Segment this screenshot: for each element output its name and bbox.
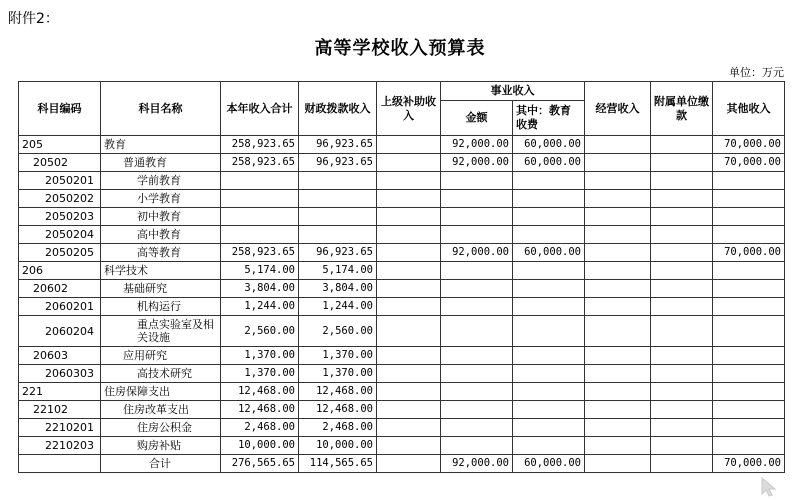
cell-affiliated: [651, 455, 713, 473]
cell-operating: [585, 383, 651, 401]
page-title: 高等学校收入预算表: [314, 38, 486, 59]
cell-fiscal: 96,923.65: [299, 136, 377, 154]
cell-affiliated: [651, 401, 713, 419]
cell-total: 3,804.00: [221, 280, 299, 298]
cell-other: [713, 208, 785, 226]
cell-career-amount: [441, 298, 513, 316]
cell-name: 住房保障支出: [101, 383, 221, 401]
header-name: 科目名称: [101, 82, 221, 136]
cell-operating: [585, 136, 651, 154]
cell-superior: [377, 136, 441, 154]
cell-operating: [585, 365, 651, 383]
cell-total: [221, 172, 299, 190]
cell-operating: [585, 208, 651, 226]
cell-name: 高技术研究: [101, 365, 221, 383]
cell-total: [221, 208, 299, 226]
header-career-group: 事业收入: [441, 82, 585, 101]
cell-total: 258,923.65: [221, 136, 299, 154]
cell-name: 高中教育: [101, 226, 221, 244]
cell-other: 70,000.00: [713, 244, 785, 262]
cell-superior: [377, 172, 441, 190]
cell-career-amount: [441, 226, 513, 244]
cell-code: 20602: [19, 280, 101, 298]
cell-code: 2050201: [19, 172, 101, 190]
cell-affiliated: [651, 383, 713, 401]
table-row: [19, 262, 785, 280]
cell-other: [713, 190, 785, 208]
cell-operating: [585, 316, 651, 347]
cell-name: 普通教育: [101, 154, 221, 172]
cell-career-tuition: [513, 172, 585, 190]
cell-other: 70,000.00: [713, 154, 785, 172]
cell-superior: [377, 316, 441, 347]
cell-operating: [585, 190, 651, 208]
cell-other: [713, 316, 785, 347]
cell-affiliated: [651, 244, 713, 262]
table-row: [19, 347, 785, 365]
cell-career-tuition: 60,000.00: [513, 136, 585, 154]
cell-fiscal: 12,468.00: [299, 401, 377, 419]
table-row: [19, 280, 785, 298]
cell-career-amount: [441, 365, 513, 383]
table-body: [19, 136, 785, 473]
cell-career-tuition: [513, 280, 585, 298]
cell-career-amount: 92,000.00: [441, 154, 513, 172]
cell-superior: [377, 365, 441, 383]
cell-operating: [585, 226, 651, 244]
cell-code: 2060303: [19, 365, 101, 383]
cell-affiliated: [651, 226, 713, 244]
cell-fiscal: 3,804.00: [299, 280, 377, 298]
cell-affiliated: [651, 172, 713, 190]
cell-career-amount: [441, 280, 513, 298]
cell-superior: [377, 437, 441, 455]
table-row: [19, 419, 785, 437]
header-other: 其他收入: [713, 82, 785, 136]
cell-superior: [377, 383, 441, 401]
cell-name: 学前教育: [101, 172, 221, 190]
header-operating: 经营收入: [585, 82, 651, 136]
cell-affiliated: [651, 262, 713, 280]
cell-name: 高等教育: [101, 244, 221, 262]
cell-superior: [377, 401, 441, 419]
header-affiliated: 附属单位缴款: [651, 82, 713, 136]
cell-total: [221, 226, 299, 244]
cell-career-tuition: [513, 437, 585, 455]
cell-fiscal: 10,000.00: [299, 437, 377, 455]
cell-code: 20502: [19, 154, 101, 172]
cell-name: 重点实验室及相关设施: [101, 316, 221, 347]
cell-total: 1,370.00: [221, 365, 299, 383]
cell-total: 10,000.00: [221, 437, 299, 455]
cell-code: 2050202: [19, 190, 101, 208]
cell-fiscal: 114,565.65: [299, 455, 377, 473]
cell-affiliated: [651, 437, 713, 455]
cell-other: [713, 262, 785, 280]
cell-code: 2210203: [19, 437, 101, 455]
cell-career-amount: 92,000.00: [441, 136, 513, 154]
cell-name: 住房改革支出: [101, 401, 221, 419]
cell-career-tuition: [513, 298, 585, 316]
cell-superior: [377, 455, 441, 473]
table-row: [19, 298, 785, 316]
cell-code: 2050205: [19, 244, 101, 262]
cell-operating: [585, 244, 651, 262]
cell-total: 276,565.65: [221, 455, 299, 473]
cell-name: 科学技术: [101, 262, 221, 280]
cell-code: 22102: [19, 401, 101, 419]
cell-fiscal: [299, 208, 377, 226]
table-row: [19, 154, 785, 172]
cell-fiscal: 12,468.00: [299, 383, 377, 401]
cursor-icon: [758, 476, 780, 498]
cell-total: 5,174.00: [221, 262, 299, 280]
cell-name: 初中教育: [101, 208, 221, 226]
cell-career-amount: [441, 190, 513, 208]
cell-fiscal: [299, 190, 377, 208]
cell-fiscal: 96,923.65: [299, 154, 377, 172]
table-row: [19, 208, 785, 226]
cell-operating: [585, 298, 651, 316]
cell-name: 应用研究: [101, 347, 221, 365]
cell-career-amount: [441, 347, 513, 365]
cell-total: 2,468.00: [221, 419, 299, 437]
cell-total: 258,923.65: [221, 154, 299, 172]
cell-other: [713, 280, 785, 298]
cell-fiscal: 2,468.00: [299, 419, 377, 437]
cell-code: 2050203: [19, 208, 101, 226]
cell-total: 12,468.00: [221, 383, 299, 401]
cell-fiscal: 1,244.00: [299, 298, 377, 316]
cell-code: 2210201: [19, 419, 101, 437]
cell-superior: [377, 280, 441, 298]
cell-operating: [585, 455, 651, 473]
cell-operating: [585, 154, 651, 172]
table-row: [19, 316, 785, 347]
cell-career-tuition: 60,000.00: [513, 455, 585, 473]
cell-affiliated: [651, 419, 713, 437]
cell-superior: [377, 298, 441, 316]
cell-other: [713, 298, 785, 316]
cell-fiscal: 5,174.00: [299, 262, 377, 280]
table-row: [19, 136, 785, 154]
cell-code: 20603: [19, 347, 101, 365]
cell-total: 1,370.00: [221, 347, 299, 365]
cell-career-amount: 92,000.00: [441, 455, 513, 473]
cell-affiliated: [651, 298, 713, 316]
header-career-amount: 金额: [441, 101, 513, 136]
cell-career-amount: [441, 316, 513, 347]
cell-career-tuition: [513, 419, 585, 437]
cell-career-tuition: [513, 383, 585, 401]
cell-name: 购房补贴: [101, 437, 221, 455]
cell-other: [713, 365, 785, 383]
cell-career-tuition: [513, 208, 585, 226]
cell-affiliated: [651, 365, 713, 383]
cell-career-tuition: [513, 347, 585, 365]
header-code: 科目编码: [19, 82, 101, 136]
cell-code: 2060201: [19, 298, 101, 316]
header-career-tuition: 其中：教育收费: [513, 101, 585, 136]
cell-code: 2050204: [19, 226, 101, 244]
cell-operating: [585, 437, 651, 455]
table-row: [19, 190, 785, 208]
cell-affiliated: [651, 136, 713, 154]
cell-other: [713, 419, 785, 437]
cell-career-tuition: [513, 262, 585, 280]
table-row: [19, 383, 785, 401]
cell-affiliated: [651, 208, 713, 226]
table-row: [19, 244, 785, 262]
cell-affiliated: [651, 154, 713, 172]
cell-total: 1,244.00: [221, 298, 299, 316]
cell-operating: [585, 262, 651, 280]
cell-career-tuition: [513, 190, 585, 208]
cell-name: 机构运行: [101, 298, 221, 316]
cell-code: [19, 455, 101, 473]
cell-career-amount: [441, 419, 513, 437]
cell-career-tuition: 60,000.00: [513, 154, 585, 172]
cell-code: 221: [19, 383, 101, 401]
cell-total: 2,560.00: [221, 316, 299, 347]
table-row: [19, 226, 785, 244]
cell-superior: [377, 244, 441, 262]
cell-career-tuition: 60,000.00: [513, 244, 585, 262]
cell-career-amount: [441, 401, 513, 419]
cell-fiscal: 1,370.00: [299, 347, 377, 365]
cell-superior: [377, 154, 441, 172]
cell-name: 小学教育: [101, 190, 221, 208]
cell-other: 70,000.00: [713, 455, 785, 473]
cell-other: [713, 347, 785, 365]
cell-career-tuition: [513, 365, 585, 383]
cell-operating: [585, 172, 651, 190]
attachment-label: 附件2：: [8, 11, 59, 27]
table-row: [19, 437, 785, 455]
header-fiscal: 财政拨款收入: [299, 82, 377, 136]
cell-fiscal: 1,370.00: [299, 365, 377, 383]
cell-affiliated: [651, 280, 713, 298]
cell-superior: [377, 208, 441, 226]
table-row: [19, 401, 785, 419]
cell-other: [713, 383, 785, 401]
cell-code: 2060204: [19, 316, 101, 347]
budget-table: [18, 81, 785, 473]
table-row: [19, 455, 785, 473]
header-total: 本年收入合计: [221, 82, 299, 136]
cell-fiscal: 96,923.65: [299, 244, 377, 262]
cell-affiliated: [651, 347, 713, 365]
cell-career-amount: [441, 383, 513, 401]
header-superior: 上级补助收入: [377, 82, 441, 136]
cell-total: 258,923.65: [221, 244, 299, 262]
cell-fiscal: 2,560.00: [299, 316, 377, 347]
cell-other: [713, 226, 785, 244]
table-row: [19, 365, 785, 383]
cell-career-tuition: [513, 401, 585, 419]
cell-career-amount: 92,000.00: [441, 244, 513, 262]
cell-code: 206: [19, 262, 101, 280]
cell-other: [713, 401, 785, 419]
cell-superior: [377, 226, 441, 244]
cell-operating: [585, 280, 651, 298]
cell-other: [713, 172, 785, 190]
cell-affiliated: [651, 316, 713, 347]
cell-career-amount: [441, 208, 513, 226]
cell-fiscal: [299, 172, 377, 190]
cell-career-amount: [441, 437, 513, 455]
cell-code: 205: [19, 136, 101, 154]
cell-name: 合计: [101, 455, 221, 473]
cell-total: [221, 190, 299, 208]
cell-other: [713, 437, 785, 455]
unit-label: 单位：万元: [729, 66, 784, 79]
cell-operating: [585, 419, 651, 437]
cell-superior: [377, 347, 441, 365]
cell-operating: [585, 347, 651, 365]
cell-total: 12,468.00: [221, 401, 299, 419]
cell-name: 住房公积金: [101, 419, 221, 437]
cell-career-amount: [441, 172, 513, 190]
cell-operating: [585, 401, 651, 419]
cell-affiliated: [651, 190, 713, 208]
table-row: [19, 172, 785, 190]
cell-superior: [377, 190, 441, 208]
cell-other: 70,000.00: [713, 136, 785, 154]
cell-superior: [377, 262, 441, 280]
cell-career-tuition: [513, 316, 585, 347]
cell-superior: [377, 419, 441, 437]
cell-name: 教育: [101, 136, 221, 154]
cell-name: 基础研究: [101, 280, 221, 298]
cell-career-amount: [441, 262, 513, 280]
cell-career-tuition: [513, 226, 585, 244]
cell-fiscal: [299, 226, 377, 244]
